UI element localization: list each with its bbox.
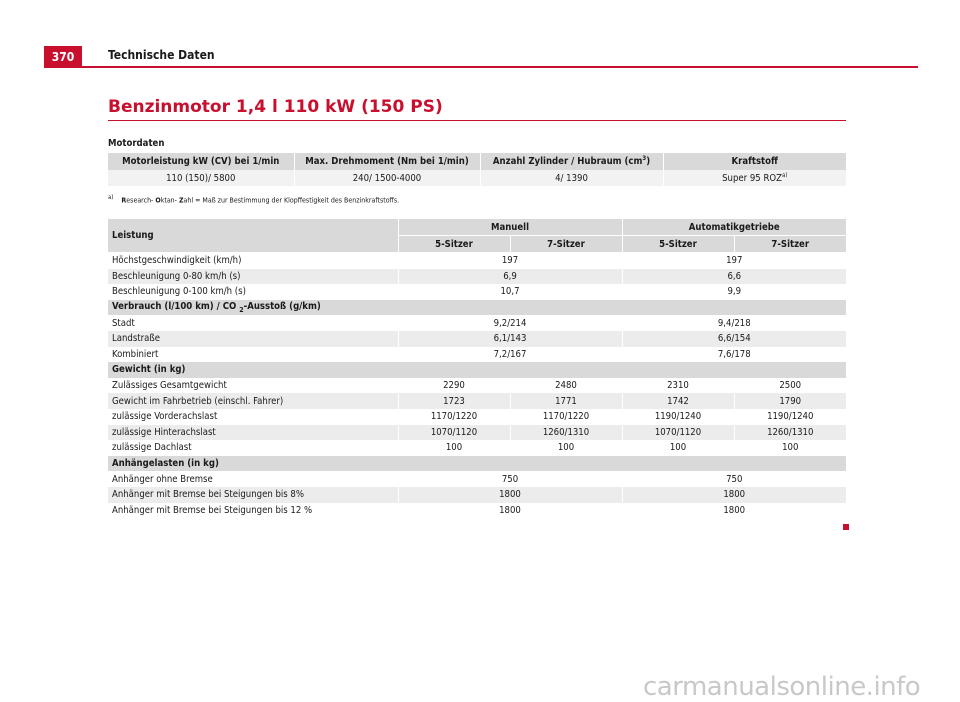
value-manuell: 7,2/167 bbox=[398, 347, 622, 363]
value-manuell-5: 2290 bbox=[398, 378, 510, 394]
section-verbrauch-sub: 2 bbox=[239, 306, 244, 315]
header-cylinders-close: ) bbox=[646, 156, 651, 168]
title-divider bbox=[108, 120, 846, 121]
row-label: Zulässiges Gesamtgewicht bbox=[108, 378, 398, 394]
value-automatik: 1800 bbox=[622, 487, 846, 503]
fuel-footnote-ref: a) bbox=[781, 171, 788, 179]
table-row bbox=[108, 253, 846, 269]
table-row bbox=[108, 347, 846, 363]
header-leistung: Leistung bbox=[108, 219, 398, 253]
table-row bbox=[108, 269, 846, 285]
footnote-o: O bbox=[155, 196, 161, 205]
value-automatik: 7,6/178 bbox=[622, 347, 846, 363]
value-automatik: 197 bbox=[622, 253, 846, 269]
value-manuell: 9,2/214 bbox=[398, 315, 622, 331]
row-label: Anhänger mit Bremse bei Steigungen bis 12 % bbox=[108, 503, 398, 519]
value-automatik: 9,9 bbox=[622, 284, 846, 300]
row-label: Beschleunigung 0-80 km/h (s) bbox=[108, 269, 398, 285]
header-divider bbox=[44, 66, 918, 68]
table-row bbox=[108, 471, 846, 487]
page-title: Benzinmotor 1,4 l 110 kW (150 PS) bbox=[108, 97, 443, 117]
footnote-z: Z bbox=[178, 196, 184, 205]
value-manuell-7: 100 bbox=[510, 440, 622, 456]
value-automatik-5: 1742 bbox=[622, 393, 734, 409]
value-automatik: 6,6 bbox=[622, 269, 846, 285]
row-label: Gewicht im Fahrbetrieb (einschl. Fahrer) bbox=[108, 393, 398, 409]
table-row bbox=[108, 393, 846, 409]
page-number-text: 370 bbox=[51, 50, 75, 64]
row-label: Anhänger mit Bremse bei Steigungen bis 8% bbox=[108, 487, 398, 503]
value-manuell-7: 1771 bbox=[510, 393, 622, 409]
value-manuell: 6,9 bbox=[398, 269, 622, 285]
section-label: Gewicht (in kg) bbox=[108, 362, 846, 378]
section-label-motordaten: Motordaten bbox=[108, 138, 165, 149]
header-manuell-5: 5-Sitzer bbox=[398, 236, 510, 253]
value-manuell: 1800 bbox=[398, 487, 622, 503]
table-row bbox=[108, 440, 846, 456]
section-row-verbrauch bbox=[108, 300, 846, 316]
watermark: carmanualsonline.info bbox=[643, 672, 921, 702]
value-automatik-7: 1190/1240 bbox=[734, 409, 846, 425]
section-verbrauch-text: Verbrauch (l/100 km) / CO bbox=[112, 301, 240, 313]
engine-table-row bbox=[108, 170, 846, 186]
cell-torque: 240/ 1500-4000 bbox=[294, 170, 480, 186]
performance-table bbox=[108, 219, 846, 518]
row-label: zulässige Dachlast bbox=[108, 440, 398, 456]
value-automatik-5: 1070/1120 bbox=[622, 425, 734, 441]
value-manuell-5: 1723 bbox=[398, 393, 510, 409]
header-cylinders-text: Anzahl Zylinder / Hubraum (cm bbox=[492, 156, 643, 168]
perf-header-row-1 bbox=[108, 219, 846, 236]
engine-table-header bbox=[108, 153, 846, 170]
header-fuel: Kraftstoff bbox=[663, 153, 846, 170]
header-torque: Max. Drehmoment (Nm bei 1/min) bbox=[294, 153, 480, 170]
header-manuell: Manuell bbox=[398, 219, 622, 236]
table-row bbox=[108, 503, 846, 519]
engine-data-table bbox=[108, 153, 846, 186]
table-row bbox=[108, 378, 846, 394]
table-row bbox=[108, 409, 846, 425]
row-label: Kombiniert bbox=[108, 347, 398, 363]
value-manuell-7: 1170/1220 bbox=[510, 409, 622, 425]
value-manuell-7: 1260/1310 bbox=[510, 425, 622, 441]
value-automatik: 1800 bbox=[622, 503, 846, 519]
value-automatik-7: 1260/1310 bbox=[734, 425, 846, 441]
row-label: Höchstgeschwindigkeit (km/h) bbox=[108, 253, 398, 269]
footnote-z-rest: ahl = Maß zur Bestimmung der Klopffestigkeit des Benzinkraftstoffs. bbox=[183, 196, 400, 205]
value-automatik: 750 bbox=[622, 471, 846, 487]
cell-power: 110 (150)/ 5800 bbox=[108, 170, 294, 186]
value-automatik-7: 100 bbox=[734, 440, 846, 456]
value-automatik-5: 2310 bbox=[622, 378, 734, 394]
footnote-o-rest: ktan- bbox=[160, 196, 179, 205]
row-label: Stadt bbox=[108, 315, 398, 331]
header-automatik: Automatikgetriebe bbox=[622, 219, 846, 236]
table-row bbox=[108, 284, 846, 300]
table-row bbox=[108, 425, 846, 441]
section-label bbox=[108, 300, 846, 316]
end-of-section-marker bbox=[843, 524, 849, 530]
value-manuell-7: 2480 bbox=[510, 378, 622, 394]
value-manuell: 197 bbox=[398, 253, 622, 269]
table-row bbox=[108, 331, 846, 347]
table-row bbox=[108, 315, 846, 331]
header-cylinders-sup: 3 bbox=[642, 155, 647, 163]
row-label: Anhänger ohne Bremse bbox=[108, 471, 398, 487]
value-manuell-5: 1070/1120 bbox=[398, 425, 510, 441]
value-automatik-7: 1790 bbox=[734, 393, 846, 409]
cell-fuel-text: Super 95 ROZ bbox=[722, 173, 782, 185]
value-manuell: 10,7 bbox=[398, 284, 622, 300]
section-verbrauch-post: -Ausstoß (g/km) bbox=[243, 301, 321, 313]
page-number bbox=[44, 46, 82, 68]
value-automatik-5: 100 bbox=[622, 440, 734, 456]
value-automatik-7: 2500 bbox=[734, 378, 846, 394]
cell-fuel bbox=[663, 170, 846, 186]
header-title: Technische Daten bbox=[108, 48, 215, 62]
value-automatik: 6,6/154 bbox=[622, 331, 846, 347]
header-cylinders bbox=[480, 153, 663, 170]
header-manuell-7: 7-Sitzer bbox=[510, 236, 622, 253]
footnote-r: R bbox=[121, 196, 127, 205]
value-manuell-5: 1170/1220 bbox=[398, 409, 510, 425]
value-manuell: 6,1/143 bbox=[398, 331, 622, 347]
value-manuell: 750 bbox=[398, 471, 622, 487]
row-label: Landstraße bbox=[108, 331, 398, 347]
footnote-r-rest: esearch- bbox=[126, 196, 156, 205]
row-label: Beschleunigung 0-100 km/h (s) bbox=[108, 284, 398, 300]
value-manuell-5: 100 bbox=[398, 440, 510, 456]
section-row-gewicht bbox=[108, 362, 846, 378]
table-row bbox=[108, 487, 846, 503]
value-automatik: 9,4/218 bbox=[622, 315, 846, 331]
cell-cylinders: 4/ 1390 bbox=[480, 170, 663, 186]
value-manuell: 1800 bbox=[398, 503, 622, 519]
section-label: Anhängelasten (in kg) bbox=[108, 456, 846, 472]
row-label: zulässige Vorderachslast bbox=[108, 409, 398, 425]
value-automatik-5: 1190/1240 bbox=[622, 409, 734, 425]
footnote-mark: a) bbox=[108, 194, 114, 201]
footnote bbox=[108, 194, 399, 204]
header-power: Motorleistung kW (CV) bei 1/min bbox=[108, 153, 294, 170]
header-automatik-7: 7-Sitzer bbox=[734, 236, 846, 253]
header-automatik-5: 5-Sitzer bbox=[622, 236, 734, 253]
row-label: zulässige Hinterachslast bbox=[108, 425, 398, 441]
section-row-anhaengelasten bbox=[108, 456, 846, 472]
